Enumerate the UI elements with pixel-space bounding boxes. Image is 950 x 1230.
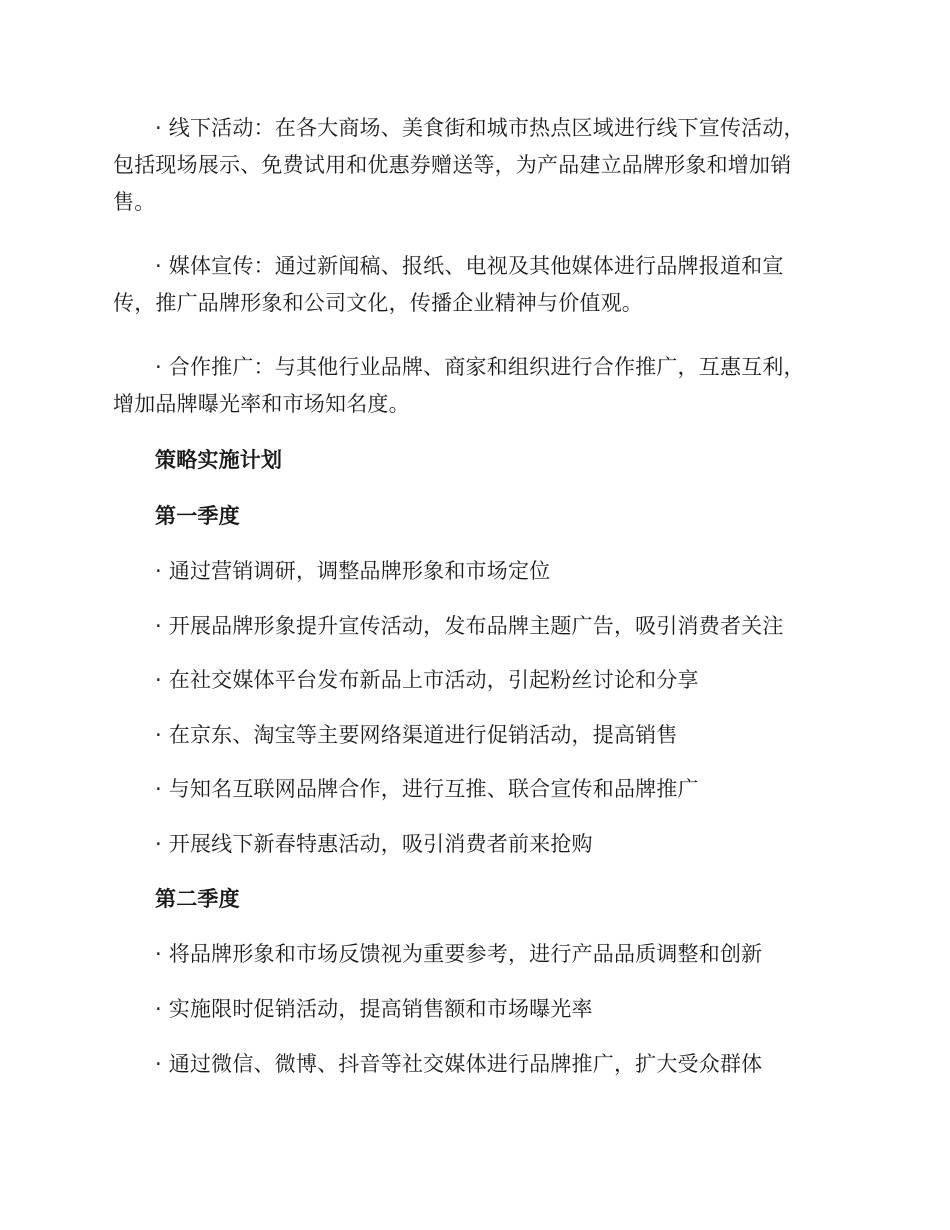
paragraph-offline-activities: · 线下活动：在各大商场、美食街和城市热点区域进行线下宣传活动，包括现场展示、免费试用和优惠券赠送等，为产品建立品牌形象和增加销售。 <box>113 116 805 214</box>
q1-heading: 第一季度 <box>155 504 240 528</box>
section-title: 策略实施计划 <box>155 448 283 472</box>
list-item: · 将品牌形象和市场反馈视为重要参考，进行产品品质调整和创新 <box>155 942 763 966</box>
list-item: · 通过微信、微博、抖音等社交媒体进行品牌推广，扩大受众群体 <box>155 1052 763 1076</box>
paragraph-media-promotion: · 媒体宣传：通过新闻稿、报纸、电视及其他媒体进行品牌报道和宣传，推广品牌形象和公司文化，传播企业精神与价值观。 <box>113 254 784 315</box>
list-item: · 实施限时促销活动，提高销售额和市场曝光率 <box>155 997 593 1021</box>
paragraph-cooperation-promotion: · 合作推广：与其他行业品牌、商家和组织进行合作推广，互惠互利，增加品牌曝光率和市场知名度。 <box>113 355 805 416</box>
list-item: · 与知名互联网品牌合作，进行互推、联合宣传和品牌推广 <box>155 777 699 801</box>
q2-heading: 第二季度 <box>155 887 240 911</box>
list-item: · 开展线下新春特惠活动，吸引消费者前来抢购 <box>155 832 593 856</box>
list-item: · 在京东、淘宝等主要网络渠道进行促销活动，提高销售 <box>155 723 678 747</box>
list-item: · 开展品牌形象提升宣传活动，发布品牌主题广告，吸引消费者关注 <box>155 614 784 638</box>
list-item: · 通过营销调研，调整品牌形象和市场定位 <box>155 559 551 583</box>
list-item: · 在社交媒体平台发布新品上市活动，引起粉丝讨论和分享 <box>155 668 699 692</box>
